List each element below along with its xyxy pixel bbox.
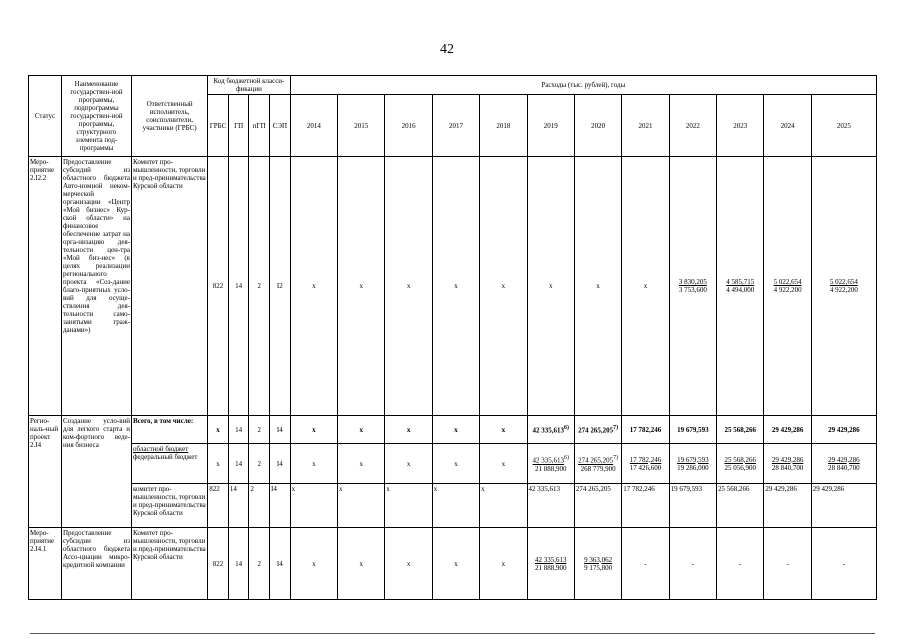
row2-regional-2023: 25 568,266 [724,455,756,464]
header-year: 2015 [338,95,385,157]
row2-total-2021: 17 782,246 [622,416,669,444]
row3-2019-total: 42 335,613 [534,555,567,564]
row2-status: Регио-наль-ный проект 2.I4 [29,416,62,528]
row1-2025-total: 5 022,654 [829,278,858,286]
row2-regional-2025: 29 429,286 [828,455,860,464]
header-year: 2025 [811,95,876,157]
row1-2024-federal: 4 922,200 [773,286,802,294]
header-code-group: Код бюджетной класси-фикации [208,76,290,95]
row2-committee-2019: 42 335,613 [527,484,574,528]
row2-total-2020-value: 274 265,205 [578,426,614,435]
row2-committee-2022: 19 679,593 [669,484,716,528]
row3-2017: х [432,528,479,600]
row2-total-2016: х [385,416,432,444]
row2-committee-label: комитет про-мышленности, торговли и пред-принимательства Курской области [132,484,208,528]
row2-budget-2025 [811,444,876,484]
row1-name: Предоставление субсидий из областного бюджета Авто-номной неком-мерческой организации «Центр «Мой бизнес» Кур-ской области» на финансовое обеспечение затрат на орга-низацию дея-тельности цен-тра «Мой биз-нес» (в целях реализации регионального проекта «Соз-дание благо-приятных усло-вий для осуще-ствления дея-тельности само-занятыми граж-данами») [61,157,131,416]
row2-regional-2024: 29 429,286 [771,455,804,464]
row2-budget-2023 [717,444,764,484]
row2-committee-2023: 25 568,266 [717,484,764,528]
row2-total-2019-value: 42 335,613 [532,426,565,435]
row1-2017: х [432,157,479,416]
header-year: 2023 [717,95,764,157]
header-code-gp: ГП [228,95,249,157]
row2-total-2023: 25 568,266 [717,416,764,444]
footnote-mark: 6) [564,455,569,462]
row2-total-2025: 29 429,286 [811,416,876,444]
header-code-grbs: ГРБС [208,95,229,157]
header-row-1 [29,76,877,95]
header-year: 2018 [480,95,527,157]
table-row-project-i4-committee [29,484,877,528]
row1-2023 [717,157,764,416]
row3-2023: - [717,528,764,600]
row2-federal-2024: 28 840,700 [771,463,804,472]
row3-name: Предоставление субсидии из областного бюджета Ассо-циации микро-кредитной компании [61,528,131,600]
row3-code-pgp: 2 [249,528,270,600]
row2-federal-2022: 19 286,000 [677,463,709,472]
row2-committee-2021: 17 782,246 [622,484,669,528]
row1-2024 [764,157,811,416]
footnote-mark: 6) [564,425,569,432]
footnote-mark: 7) [613,425,619,432]
row2-budget-2015: х [338,444,385,484]
row1-2022-total: 3 830,205 [678,278,707,286]
row2-federal-label: федеральный бюджет [133,453,198,461]
header-status: Статус [29,76,62,157]
row2-committee-code-pgp: 2 [249,484,270,528]
row2-budget-code-sep: I4 [270,444,291,484]
row3-2022: - [669,528,716,600]
row1-2014: х [290,157,337,416]
row2-committee-2020: 274 265,205 [574,484,621,528]
row2-committee-2017: х [432,484,479,528]
header-year: 2022 [669,95,716,157]
row1-code-grbs: 822 [208,157,229,416]
row1-status: Меро-приятие 2.I2.2 [29,157,62,416]
row2-federal-2023: 25 056,900 [724,463,756,472]
row3-2025: - [811,528,876,600]
row2-total-label: Всего, в том числе: [132,416,208,444]
row2-budget-code-pgp: 2 [249,444,270,484]
row2-total-2018: х [480,416,527,444]
table-row-measure-i4-1 [29,528,877,600]
row1-2025 [811,157,876,416]
header-year: 2024 [764,95,811,157]
header-year: 2014 [290,95,337,157]
row3-status: Меро-приятие 2.I4.1 [29,528,62,600]
row3-2021: - [622,528,669,600]
header-name: Наименование государствен-ной программы, подпрограммы государствен-ной программы, структурного элемента под-программы [61,76,131,157]
row2-name: Создание усло-вий для легкого старта и ком-фортного веде-ния бизнеса [61,416,131,528]
header-expenses-group: Расходы (тыс. рублей), годы [290,76,876,95]
row3-responsible: Комитет про-мышленности, торговли и пред-принимательства Курской области [132,528,208,600]
row2-committee-2014: х [290,484,337,528]
row1-2022 [669,157,716,416]
row2-budget-2020 [574,444,621,484]
row2-total-code-sep: I4 [270,416,291,444]
row3-2014: х [290,528,337,600]
header-year: 2021 [622,95,669,157]
page-number: 42 [440,42,454,57]
row3-2019 [527,528,574,600]
row2-total-2022: 19 679,593 [669,416,716,444]
row2-budget-2014: х [290,444,337,484]
bottom-rule [30,633,875,634]
header-year: 2020 [574,95,621,157]
table-row-measure-i2-2 [29,157,877,416]
row3-2020-total: 9 363,062 [584,555,613,564]
header-code-pgp: пГП [249,95,270,157]
row1-2024-total: 5 022,654 [773,278,802,286]
row2-budget-labels [132,444,208,484]
row2-budget-code-grbs: х [208,444,229,484]
row1-2016: х [385,157,432,416]
header-year: 2017 [432,95,479,157]
row2-committee-2016: х [385,484,432,528]
row2-budget-2016: х [385,444,432,484]
row2-committee-2024: 29 429,286 [764,484,811,528]
row1-2015: х [338,157,385,416]
row2-committee-2025: 29 429,286 [811,484,876,528]
row2-budget-2024 [764,444,811,484]
row2-budget-2017: х [432,444,479,484]
budget-table-wrapper [28,75,877,600]
row1-2018: х [480,157,527,416]
row2-federal-2021: 17 426,600 [629,463,662,472]
row3-2020-federal: 9 175,800 [584,563,613,572]
row2-committee-code-grbs: 822 [208,484,229,528]
row1-2023-total: 4 585,715 [726,278,755,286]
header-year: 2016 [385,95,432,157]
row2-budget-2021 [622,444,669,484]
row2-total-2020 [574,416,621,444]
row1-2023-federal: 4 494,000 [726,286,755,294]
row3-code-grbs: 822 [208,528,229,600]
row3-code-gp: 14 [228,528,249,600]
row2-regional-2020: 274 265,205 [578,456,614,465]
row1-2025-federal: 4 922,200 [829,286,858,294]
row1-2022-federal: 3 753,600 [678,286,707,294]
row2-total-code-pgp: 2 [249,416,270,444]
row3-2016: х [385,528,432,600]
row1-2021: х [622,157,669,416]
row3-2018: х [480,528,527,600]
row2-budget-2018: х [480,444,527,484]
header-code-sep: СЭП [270,95,291,157]
row2-budget-code-gp: 14 [228,444,249,484]
row2-total-2014: х [290,416,337,444]
table-row-project-i4-budgets [29,444,877,484]
row2-committee-2015: х [338,484,385,528]
row3-2019-federal: 21 888,900 [534,563,567,572]
row2-total-code-gp: 14 [228,416,249,444]
row2-committee-code-gp: 14 [228,484,249,528]
row1-code-gp: 14 [228,157,249,416]
row2-federal-2020: 268 779,900 [580,464,616,473]
row1-2019: х [527,157,574,416]
row3-2024: - [764,528,811,600]
row1-responsible: Комитет про-мышленности, торговли и пред-принимательства Курской области [132,157,208,416]
row2-total-2024: 29 429,286 [764,416,811,444]
row2-budget-2019 [527,444,574,484]
row3-2020 [574,528,621,600]
row2-committee-2018: х [480,484,527,528]
row3-code-sep: I4 [270,528,291,600]
row2-regional-2022: 19 679,593 [677,455,709,464]
row1-code-sep: I2 [270,157,291,416]
budget-table [28,75,877,600]
row1-code-pgp: 2 [249,157,270,416]
table-row-project-i4-total [29,416,877,444]
row2-regional-2021: 17 782,246 [629,455,662,464]
row2-total-2017: х [432,416,479,444]
row2-total-code-grbs: х [208,416,229,444]
header-responsible: Ответственный исполнитель, соисполнители, участники (ГРБС) [132,76,208,157]
header-year: 2019 [527,95,574,157]
row2-committee-code-sep: I4 [270,484,291,528]
row2-regional-label: областной бюджет [133,445,189,453]
row1-2020: х [574,157,621,416]
row2-total-2019 [527,416,574,444]
row2-federal-2025: 28 840,700 [828,463,860,472]
footnote-mark: 7) [613,455,619,462]
row2-federal-2019: 21 888,900 [534,464,567,473]
row2-total-2015: х [338,416,385,444]
row3-2015: х [338,528,385,600]
row2-regional-2019: 42 335,613 [532,456,565,465]
row2-budget-2022 [669,444,716,484]
